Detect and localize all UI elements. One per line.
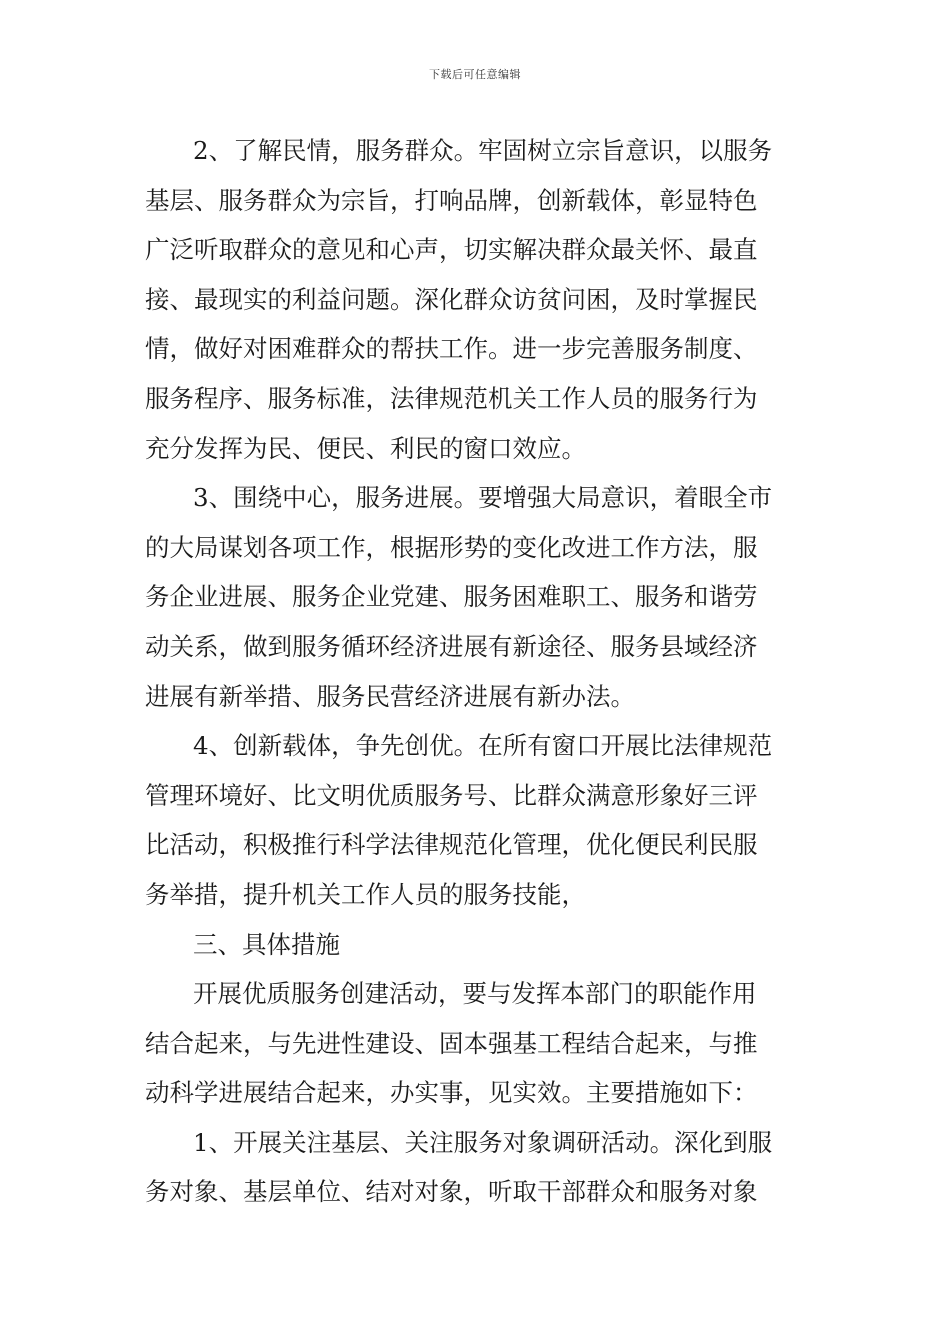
text-line: 4、创新载体，争先创优。在所有窗口开展比法律规范 xyxy=(193,731,773,761)
text-line: 1、开展关注基层、关注服务对象调研活动。深化到服 xyxy=(193,1127,773,1157)
page-header: 下载后可任意编辑 xyxy=(429,68,521,81)
text-line: 动科学进展结合起来，办实事，见实效。主要措施如下： xyxy=(145,1078,758,1108)
section-heading: 三、具体措施 xyxy=(193,929,340,959)
text-line: 比活动，积极推行科学法律规范化管理，优化便民利民服 xyxy=(145,830,758,860)
text-line: 接、最现实的利益问题。深化群众访贫问困，及时掌握民 xyxy=(145,284,758,314)
text-line: 2、了解民情，服务群众。牢固树立宗旨意识，以服务 xyxy=(193,136,773,165)
text-line: 开展优质服务创建活动，要与发挥本部门的职能作用 xyxy=(193,979,757,1009)
text-line: 务对象、基层单位、结对对象，听取干部群众和服务对象 xyxy=(145,1177,758,1207)
text-line: 服务程序、服务标准，法律规范机关工作人员的服务行为 xyxy=(145,383,758,413)
text-line: 的大局谋划各项工作，根据形势的变化改进工作方法，服 xyxy=(145,532,758,562)
text-line: 充分发挥为民、便民、利民的窗口效应。 xyxy=(145,433,586,463)
text-line: 动关系，做到服务循环经济进展有新途径、服务县域经济 xyxy=(145,631,758,661)
document-body xyxy=(145,126,807,1217)
text-line: 3、围绕中心，服务进展。要增强大局意识，着眼全市 xyxy=(193,483,773,513)
text-line: 管理环境好、比文明优质服务号、比群众满意形象好三评 xyxy=(145,780,758,810)
text-line: 结合起来，与先进性建设、固本强基工程结合起来，与推 xyxy=(145,1028,758,1058)
text-line: 情，做好对困难群众的帮扶工作。进一步完善服务制度、 xyxy=(145,334,758,364)
text-line: 务企业进展、服务企业党建、服务困难职工、服务和谐劳 xyxy=(145,582,758,612)
text-line: 务举措，提升机关工作人员的服务技能， xyxy=(145,879,586,909)
text-line: 基层、服务群众为宗旨，打响品牌，创新载体，彰显特色 xyxy=(145,185,758,215)
text-line: 广泛听取群众的意见和心声，切实解决群众最关怀、最直 xyxy=(145,235,758,265)
text-line: 进展有新举措、服务民营经济进展有新办法。 xyxy=(145,681,635,711)
